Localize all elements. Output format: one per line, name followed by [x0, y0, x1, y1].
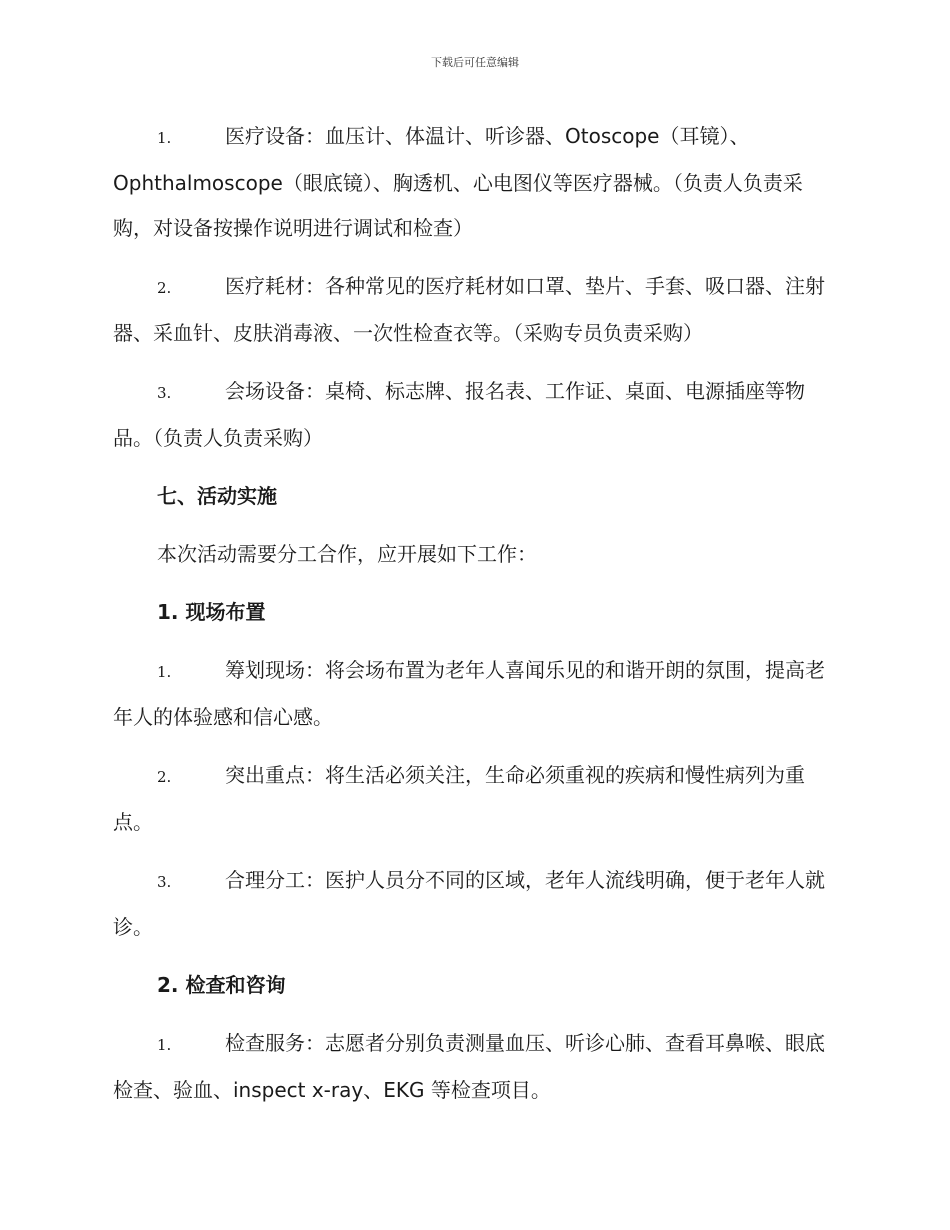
list-item: [113, 858, 835, 950]
list-item-text: 会场设备：桌椅、标志牌、报名表、工作证、桌面、电源插座等物品。（负责人负责采购）: [113, 379, 805, 450]
list-item: [113, 753, 835, 845]
list-item: [113, 114, 835, 251]
list-number: 1.: [157, 663, 172, 681]
section-heading: 七、活动实施: [157, 484, 277, 508]
list-number: 3.: [157, 873, 172, 891]
document-body: [113, 114, 835, 1126]
section-intro: 本次活动需要分工合作，应开展如下工作：: [157, 542, 537, 566]
list-number: 1.: [157, 129, 172, 147]
list-item-text: 医疗耗材：各种常见的医疗耗材如口罩、垫片、手套、吸口器、注射器、采血针、皮肤消毒液、一次性检查衣等。（采购专员负责采购）: [113, 274, 825, 345]
list-number: 3.: [157, 384, 172, 402]
list-item: [113, 1021, 835, 1113]
list-item: [113, 264, 835, 356]
page-header: 下载后可任意编辑: [431, 56, 519, 69]
list-number: 2.: [157, 768, 172, 786]
list-item: [113, 369, 835, 461]
list-item-text: 合理分工：医护人员分不同的区域，老年人流线明确，便于老年人就诊。: [113, 868, 825, 939]
list-number: 1.: [157, 1036, 172, 1054]
list-number: 2.: [157, 279, 172, 297]
list-item-text: 筹划现场：将会场布置为老年人喜闻乐见的和谐开朗的氛围，提高老年人的体验感和信心感。: [113, 658, 825, 729]
subsection-heading: 1. 现场布置: [157, 600, 266, 624]
list-item-text: 检查服务：志愿者分别负责测量血压、听诊心肺、查看耳鼻喉、眼底检查、验血、inspect x-ray、EKG 等检查项目。: [113, 1031, 825, 1102]
subsection-heading: 2. 检查和咨询: [157, 973, 286, 997]
list-item-text: 医疗设备：血压计、体温计、听诊器、Otoscope（耳镜）、Ophthalmoscope（眼底镜）、胸透机、心电图仪等医疗器械。（负责人负责采购，对设备按操作说明进行调试和检查）: [113, 124, 803, 240]
list-item-text: 突出重点：将生活必须关注，生命必须重视的疾病和慢性病列为重点。: [113, 763, 805, 834]
list-item: [113, 648, 835, 740]
